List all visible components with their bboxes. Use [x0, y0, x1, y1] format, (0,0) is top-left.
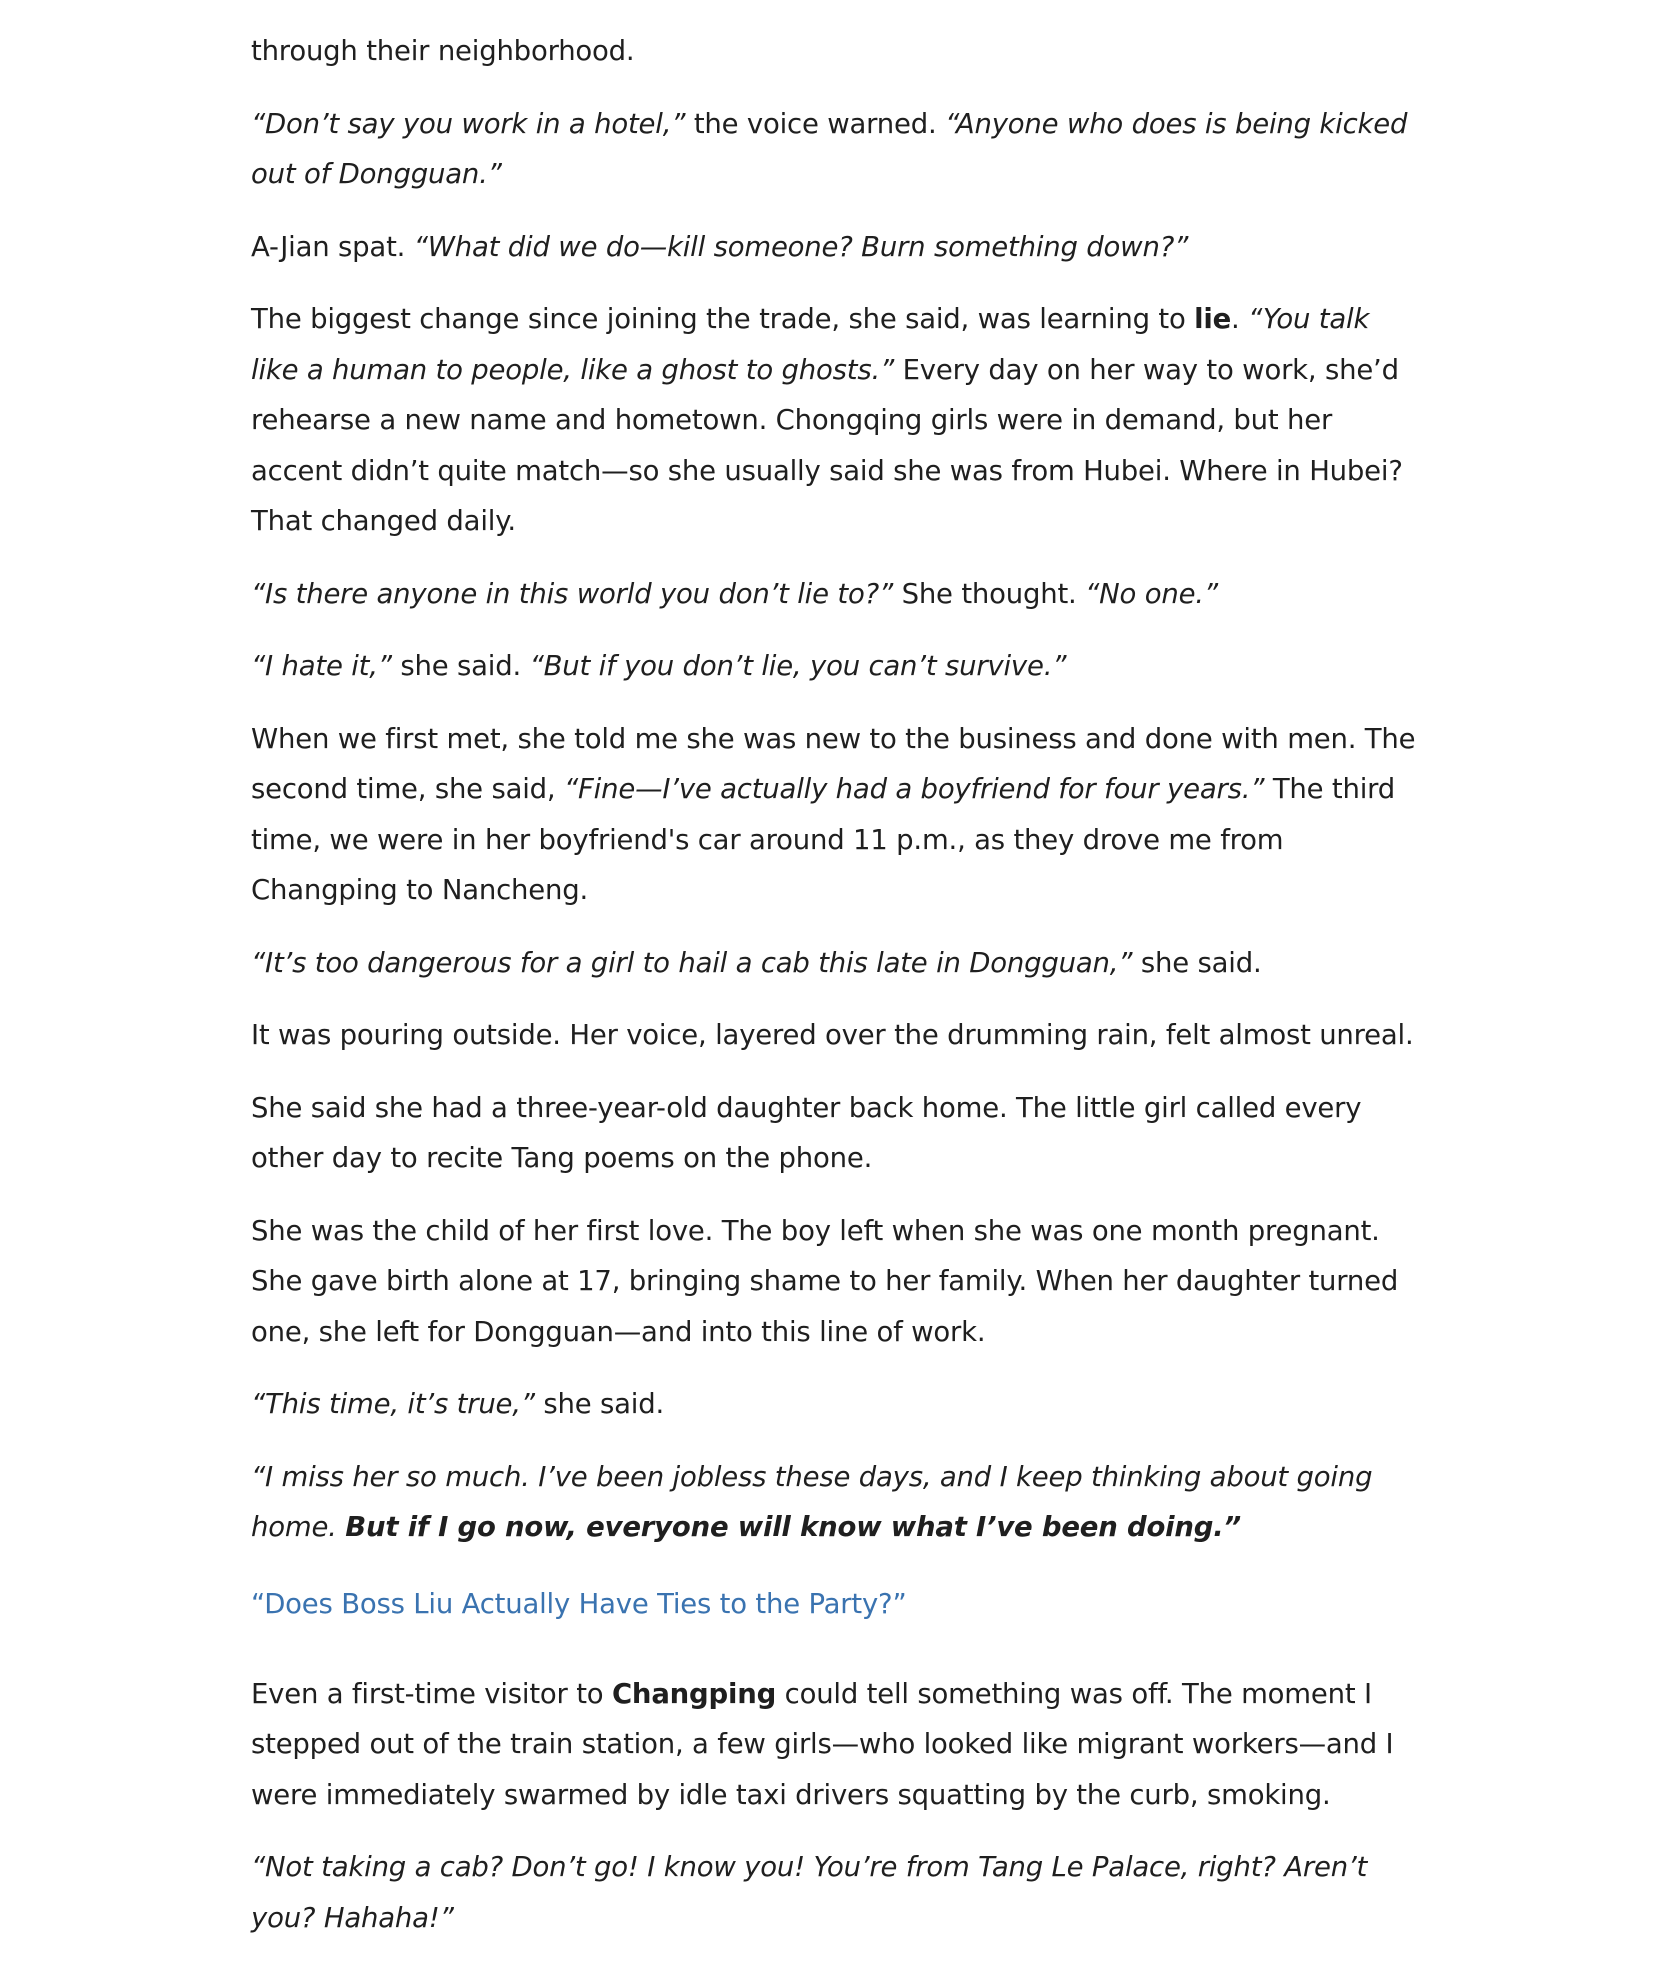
text: she said.	[391, 650, 530, 682]
paragraph	[251, 26, 1421, 77]
text: She was the child of her first love. The boy left when she was one month pregnant. She gave birth alone at 17, bringing shame to her family. When her daughter turned one, she left for Dongguan—and into this line of work.	[251, 1214, 1399, 1348]
quote: “No one.”	[1085, 577, 1218, 610]
text: could tell something was off. The moment I stepped out of the train station, a few girls—who looked like migrant workers—and I were immediately swarmed by idle taxi drivers squatting by the curb, smoking.	[251, 1677, 1394, 1811]
quote: “But if you don’t lie, you can’t survive.”	[529, 650, 1067, 682]
paragraph	[251, 714, 1421, 916]
paragraph	[251, 99, 1421, 200]
text: she said.	[534, 1388, 665, 1420]
text: It was pouring outside. Her voice, layered over the drumming rain, felt almost unreal.	[251, 1019, 1414, 1051]
paragraph	[251, 641, 1421, 692]
text: She thought.	[893, 577, 1086, 610]
text: She said she had a three-year-old daughter back home. The little girl called every other day to recite Tang poems on the phone.	[251, 1091, 1362, 1174]
quote: “I hate it,”	[251, 650, 392, 682]
text: the voice warned.	[685, 107, 946, 140]
section-heading: “Does Boss Liu Actually Have Ties to the Party?”	[251, 1587, 907, 1620]
paragraph	[251, 1669, 1421, 1821]
quote: “Don’t say you work in a hotel,”	[251, 107, 686, 140]
paragraph	[251, 1842, 1421, 1943]
quote: “Fine—I’ve actually had a boyfriend for four years.”	[564, 773, 1265, 805]
bold-quote	[345, 1511, 1241, 1543]
bold-text: Changping	[611, 1677, 777, 1710]
paragraph	[251, 1010, 1421, 1061]
quote: “This time, it’s true,”	[251, 1388, 535, 1420]
paragraph	[251, 938, 1421, 989]
paragraph	[251, 569, 1421, 620]
text: The biggest change since joining the trade, she said, was learning to	[251, 303, 1195, 335]
quote: “It’s too dangerous for a girl to hail a cab this late in Dongguan,”	[251, 946, 1133, 979]
paragraph	[251, 1452, 1421, 1553]
text: Every day on her way to work, she’d rehearse a new name and hometown. Chongqing girls were in demand, but her accent didn’t quite match—so she usually said she was from Hubei. Where in Hubei? That changed daily.	[251, 353, 1403, 537]
paragraph	[251, 294, 1421, 547]
text: When we first met, she told me she was new to the business and done with men. The second time, she said,	[251, 722, 1416, 805]
bold-quote-text: But if I go now, everyone will know what I’ve been doing.”	[345, 1511, 1242, 1543]
quote: “Is there anyone in this world you don’t lie to?”	[251, 577, 894, 610]
quote: “I miss her so much. I’ve been jobless these days, and I keep thinking about going home.	[251, 1460, 1373, 1543]
quote: “What did we do—kill someone? Burn something down?”	[413, 230, 1189, 263]
paragraph	[251, 1379, 1421, 1430]
quote: “Anyone who does is being kicked out of Dongguan.”	[251, 107, 1408, 190]
bold-text: lie	[1194, 303, 1232, 335]
text: she said.	[1132, 946, 1262, 979]
paragraph	[251, 1083, 1421, 1184]
paragraph	[251, 222, 1421, 273]
quote: “Not taking a cab? Don’t go! I know you! You’re from Tang Le Palace, right? Aren’t you? Hahaha!”	[251, 1851, 1368, 1934]
paragraph	[251, 1206, 1421, 1358]
text: The third time, we were in her boyfriend's car around 11 p.m., as they drove me from Changping to Nancheng.	[251, 773, 1396, 906]
text: A-Jian spat.	[251, 230, 414, 263]
quote: “You talk like a human to people, like a ghost to ghosts.”	[251, 303, 1370, 386]
text: .	[1231, 303, 1249, 335]
article-body	[251, 26, 1421, 1965]
text: through their neighborhood.	[251, 35, 635, 67]
text: Even a first-time visitor to	[251, 1677, 612, 1710]
